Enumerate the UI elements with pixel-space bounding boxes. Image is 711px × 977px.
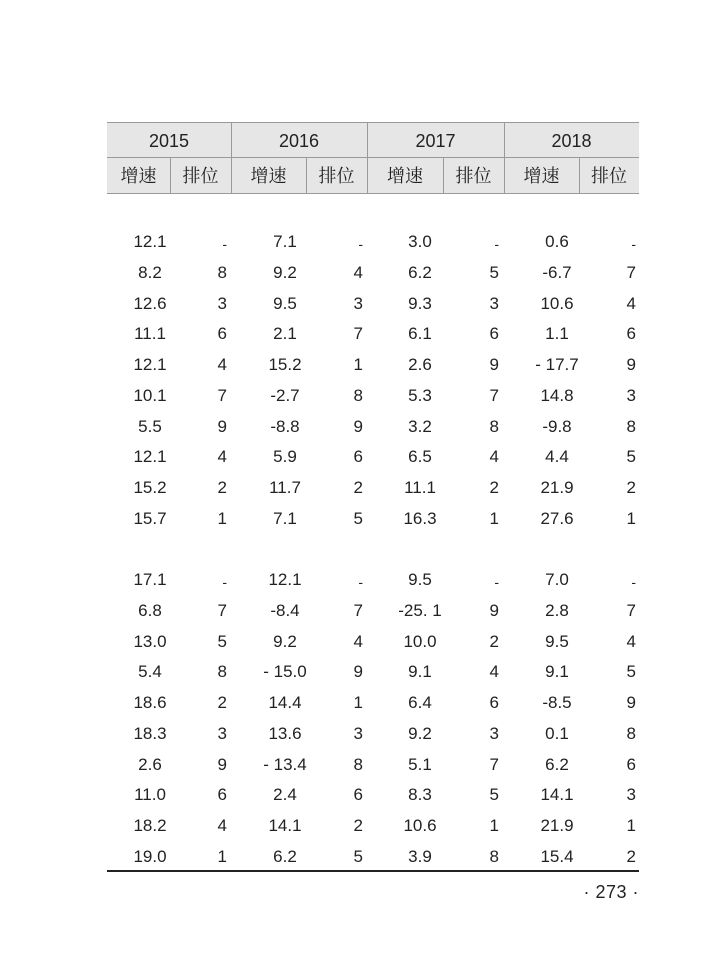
growth-cell: 6.2 <box>408 262 432 282</box>
page-number: · 273 · <box>583 882 639 902</box>
growth-cell: 6.8 <box>138 600 162 620</box>
growth-cell: 5.4 <box>138 662 162 682</box>
growth-cell: - 15.0 <box>263 662 307 682</box>
rank-header: 排位 <box>591 166 627 186</box>
growth-cell: - 17.7 <box>535 355 579 374</box>
rank-cell: 3 <box>353 293 363 313</box>
rank-cell-empty: - <box>494 236 499 252</box>
rank-cell: 7 <box>353 324 363 344</box>
growth-cell: 9.5 <box>408 570 432 589</box>
rank-cell: 4 <box>353 262 363 282</box>
rank-cell: 6 <box>217 324 227 344</box>
rank-cell: 8 <box>489 846 499 866</box>
growth-cell: 2.6 <box>138 754 162 774</box>
rank-header: 排位 <box>455 166 492 186</box>
rank-cell-empty: - <box>631 236 636 252</box>
rank-cell: 6 <box>489 324 499 344</box>
rank-cell: 3 <box>489 723 499 743</box>
rank-cell: 4 <box>626 293 636 313</box>
rank-cell: 7 <box>353 600 363 620</box>
growth-cell: 3.2 <box>408 416 432 436</box>
rank-cell: 2 <box>626 478 636 497</box>
growth-cell: 2.1 <box>273 324 297 344</box>
rank-cell: 9 <box>353 416 363 436</box>
rank-cell: 4 <box>489 447 499 467</box>
rank-cell: 1 <box>489 508 499 528</box>
rank-cell: 3 <box>626 385 636 405</box>
growth-cell: 18.6 <box>133 693 167 712</box>
growth-cell: -25. 1 <box>398 600 442 620</box>
rank-cell: 3 <box>217 293 227 313</box>
growth-cell: 0.1 <box>545 723 569 743</box>
rank-cell: 4 <box>353 631 363 651</box>
growth-cell: 9.2 <box>408 723 432 743</box>
rank-cell: 6 <box>489 693 499 712</box>
year-header: 2018 <box>551 131 592 151</box>
growth-cell: 12.1 <box>133 355 167 374</box>
growth-cell: 13.6 <box>268 723 302 743</box>
rank-cell: 9 <box>353 662 363 682</box>
growth-cell: -8.8 <box>270 416 300 436</box>
growth-cell: 14.4 <box>268 693 302 712</box>
rank-cell: 5 <box>626 447 636 467</box>
growth-cell: 5.1 <box>408 754 432 774</box>
rank-cell: 9 <box>626 355 636 374</box>
growth-cell: 15.2 <box>133 478 167 497</box>
rank-cell: 7 <box>217 385 227 405</box>
rank-cell-empty: - <box>358 236 363 252</box>
rank-cell: 4 <box>217 447 227 467</box>
rank-cell: 9 <box>217 754 227 774</box>
rank-cell: 5 <box>626 662 636 682</box>
growth-cell: 3.9 <box>408 846 432 866</box>
growth-cell: 2.6 <box>408 355 432 374</box>
rank-cell: 4 <box>217 355 227 374</box>
rank-cell: 2 <box>489 478 499 497</box>
growth-cell: 12.1 <box>133 447 167 467</box>
rank-cell: 5 <box>353 508 363 528</box>
growth-cell: 5.9 <box>273 447 297 467</box>
growth-cell: 11.1 <box>134 324 166 344</box>
growth-cell: 7.1 <box>273 232 297 251</box>
growth-cell: 14.1 <box>540 785 574 805</box>
rank-cell: 8 <box>353 385 363 405</box>
growth-cell: 9.5 <box>545 631 569 651</box>
growth-cell: 4.4 <box>545 447 569 467</box>
rank-cell: 9 <box>217 416 227 436</box>
rank-cell: 5 <box>353 846 363 866</box>
rank-cell: 9 <box>489 600 499 620</box>
rank-cell: 3 <box>626 785 636 805</box>
rank-cell: 8 <box>353 754 363 774</box>
year-header: 2017 <box>415 131 456 151</box>
growth-cell: 2.4 <box>273 785 297 805</box>
growth-cell: 5.5 <box>138 416 162 436</box>
rank-cell: 6 <box>626 754 636 774</box>
growth-cell: 9.1 <box>545 662 569 682</box>
rank-header: 排位 <box>182 166 219 186</box>
growth-cell: 7.1 <box>273 508 297 528</box>
growth-cell: 12.6 <box>133 293 167 313</box>
rank-cell: 6 <box>217 785 227 805</box>
rank-cell: 1 <box>217 846 227 866</box>
rank-cell: 1 <box>626 816 636 835</box>
growth-cell: 1.1 <box>545 324 569 344</box>
rank-cell-empty: - <box>222 236 227 252</box>
rank-cell: 1 <box>626 508 636 528</box>
growth-cell: 9.2 <box>273 262 297 282</box>
rank-cell: 4 <box>217 816 227 835</box>
rank-cell: 6 <box>353 447 363 467</box>
rank-cell: 2 <box>217 693 227 712</box>
rank-cell-empty: - <box>222 574 227 590</box>
growth-cell: 3.0 <box>408 232 432 251</box>
growth-cell: 10.0 <box>403 631 437 651</box>
growth-cell: -9.8 <box>542 416 572 436</box>
growth-cell: 6.2 <box>545 754 569 774</box>
growth-cell: 10.6 <box>540 293 574 313</box>
rank-cell: 8 <box>626 416 636 436</box>
rank-cell-empty: - <box>631 574 636 590</box>
rank-cell: 7 <box>626 600 636 620</box>
rank-cell: 6 <box>626 324 636 344</box>
rank-cell: 8 <box>626 723 636 743</box>
speed-header: 增速 <box>523 166 560 186</box>
rank-cell: 1 <box>353 693 363 712</box>
growth-cell: 21.9 <box>540 478 574 497</box>
rank-cell: 5 <box>217 631 227 651</box>
growth-cell: -8.4 <box>270 600 300 620</box>
rank-cell: 2 <box>489 631 499 651</box>
speed-header: 增速 <box>387 166 423 186</box>
growth-cell: 15.2 <box>268 355 302 374</box>
growth-cell: 17.1 <box>133 570 167 589</box>
rank-cell: 1 <box>489 816 499 835</box>
rank-cell: 5 <box>489 262 499 282</box>
growth-cell: 7.0 <box>545 570 569 589</box>
speed-header: 增速 <box>250 166 287 186</box>
rank-cell: 6 <box>353 785 363 805</box>
rank-cell: 9 <box>489 355 499 374</box>
rank-cell: 3 <box>217 723 227 743</box>
growth-cell: 11.1 <box>404 478 436 497</box>
rank-cell: 4 <box>626 631 636 651</box>
growth-cell: 19.0 <box>133 846 167 866</box>
growth-cell: 14.1 <box>268 816 302 835</box>
rank-cell-empty: - <box>358 574 363 590</box>
rank-cell: 7 <box>217 600 227 620</box>
rank-cell: 5 <box>489 785 499 805</box>
growth-cell: 14.8 <box>540 385 574 405</box>
rank-cell: 7 <box>489 754 499 774</box>
rank-cell-empty: - <box>494 574 499 590</box>
growth-cell: 16.3 <box>403 508 437 528</box>
growth-cell: 18.3 <box>133 723 167 743</box>
table-bottom-rule <box>107 870 639 872</box>
growth-cell: -2.7 <box>270 385 300 405</box>
growth-cell: -6.7 <box>542 262 572 282</box>
growth-cell: 10.1 <box>133 385 167 405</box>
rank-cell: 2 <box>217 478 227 497</box>
growth-cell: - 13.4 <box>263 754 307 774</box>
growth-cell: 9.2 <box>273 631 297 651</box>
rank-cell: 1 <box>217 508 227 528</box>
rank-cell: 2 <box>353 478 363 497</box>
growth-cell: 6.1 <box>408 324 432 344</box>
year-header: 2016 <box>278 131 320 151</box>
growth-cell: 11.0 <box>134 785 166 805</box>
growth-cell: 0.6 <box>545 232 569 251</box>
growth-cell: 8.2 <box>138 262 162 282</box>
rank-cell: 2 <box>626 846 636 866</box>
rank-cell: 3 <box>489 293 499 313</box>
rank-header: 排位 <box>318 166 355 186</box>
rank-cell: 7 <box>626 262 636 282</box>
growth-cell: 6.2 <box>273 846 297 866</box>
growth-cell: 21.9 <box>540 816 574 835</box>
rank-cell: 7 <box>489 385 499 405</box>
growth-cell: 6.5 <box>408 447 432 467</box>
growth-cell: 27.6 <box>540 508 574 528</box>
speed-header: 增速 <box>120 166 157 186</box>
rank-cell: 8 <box>217 662 227 682</box>
header-bottom-rule <box>107 193 639 194</box>
year-header: 2015 <box>148 131 190 151</box>
growth-cell: 6.4 <box>408 693 432 712</box>
growth-cell: 10.6 <box>403 816 437 835</box>
growth-cell: 9.1 <box>408 662 432 682</box>
growth-cell: 5.3 <box>408 385 432 405</box>
growth-cell: 18.2 <box>133 816 167 835</box>
rank-cell: 9 <box>626 693 636 712</box>
rank-cell: 8 <box>217 262 227 282</box>
rank-cell: 8 <box>489 416 499 436</box>
growth-cell: -8.5 <box>542 693 572 712</box>
growth-cell: 9.5 <box>273 293 297 313</box>
growth-cell: 11.7 <box>269 478 301 497</box>
rank-cell: 1 <box>353 355 363 374</box>
growth-cell: 2.8 <box>545 600 569 620</box>
growth-cell: 15.4 <box>540 846 574 866</box>
growth-cell: 15.7 <box>133 508 167 528</box>
rank-cell: 2 <box>353 816 363 835</box>
growth-cell: 9.3 <box>408 293 432 313</box>
growth-cell: 12.1 <box>268 570 302 589</box>
growth-cell: 12.1 <box>133 232 167 251</box>
growth-cell: 8.3 <box>408 785 432 805</box>
growth-cell: 13.0 <box>133 631 167 651</box>
rank-cell: 4 <box>489 662 499 682</box>
rank-cell: 3 <box>353 723 363 743</box>
